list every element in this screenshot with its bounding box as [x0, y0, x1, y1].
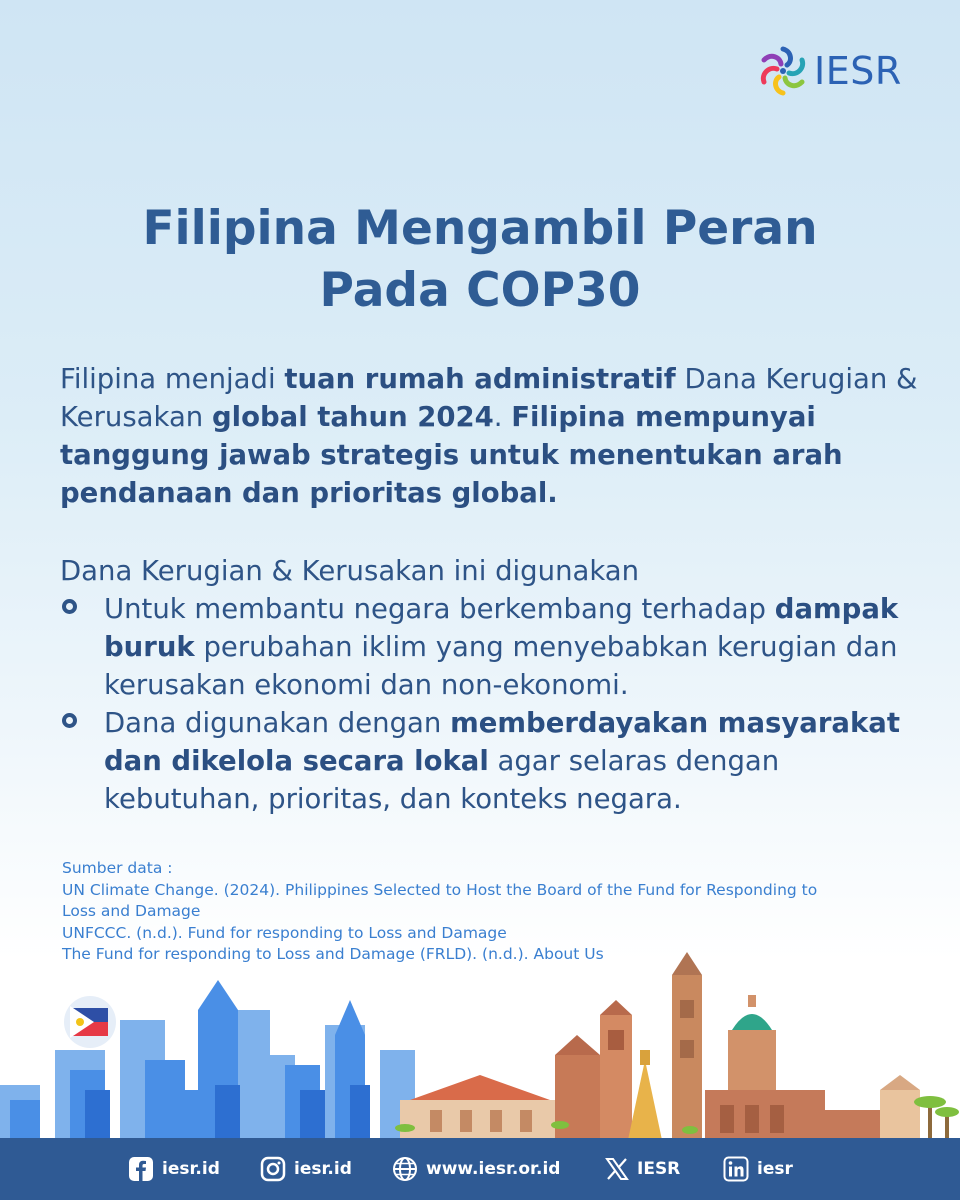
para-bold-1: tuan rumah administratif — [284, 363, 676, 395]
bullet-text-2: perubahan iklim yang menyebabkan kerugian dan kerusakan ekonomi dan non-ekonomi. — [104, 631, 898, 701]
bullets-intro: Dana Kerugian & Kerusakan ini digunakan — [60, 555, 640, 587]
title-line-2: Pada COP30 — [319, 263, 641, 318]
bullet-bold: dampak buruk — [104, 593, 899, 663]
bullet-text-2: agar selaras dengan kebutuhan, prioritas, dan konteks negara. — [104, 745, 780, 815]
para-text-3: . — [493, 401, 512, 433]
footer-bar — [0, 1138, 960, 1200]
bullet-list — [60, 590, 940, 818]
bullet-circle-icon — [62, 713, 77, 728]
linkedin-icon — [723, 1156, 749, 1182]
globe-icon — [392, 1156, 418, 1182]
page-title — [0, 198, 960, 322]
bullet-text-1: Dana digunakan dengan — [104, 707, 451, 739]
para-text-2: Dana Kerugian & Kerusakan — [60, 363, 918, 433]
instagram-icon — [260, 1156, 286, 1182]
x-icon — [605, 1157, 629, 1181]
source-item: The Fund for responding to Loss and Damage (FRLD). (n.d.). About Us — [62, 945, 604, 963]
main-paragraph — [60, 360, 920, 512]
social-website[interactable] — [392, 1138, 560, 1200]
instagram-handle: iesr.id — [294, 1159, 352, 1179]
iesr-logo — [758, 46, 902, 96]
bullet-bold: memberdayakan masyarakat dan dikelola secara lokal — [104, 707, 900, 777]
title-line-1: Filipina Mengambil Peran — [142, 201, 818, 256]
source-item: UNFCCC. (n.d.). Fund for responding to Loss and Damage — [62, 923, 507, 942]
brand-name: IESR — [814, 49, 902, 93]
x-handle: IESR — [637, 1159, 681, 1179]
social-x[interactable] — [605, 1138, 680, 1200]
iesr-logo-icon — [758, 46, 808, 96]
social-instagram[interactable] — [260, 1138, 352, 1200]
facebook-handle: iesr.id — [162, 1159, 220, 1179]
para-bold-2: global tahun 2024 — [211, 401, 494, 433]
sources-heading: Sumber data : — [62, 859, 173, 877]
para-text-1: Filipina menjadi — [60, 363, 285, 395]
website-link: www.iesr.or.id — [426, 1159, 561, 1179]
bullet-text-1: Untuk membantu negara berkembang terhadap — [104, 593, 775, 625]
source-item: UN Climate Change. (2024). Philippines Selected to Host the Board of the Fund for Responding to Loss and Damage — [62, 880, 818, 920]
philippines-flag-icon — [64, 996, 116, 1048]
social-facebook[interactable] — [128, 1138, 220, 1200]
city-skyline-illustration — [0, 940, 960, 1140]
linkedin-handle: iesr — [757, 1159, 793, 1179]
social-linkedin[interactable] — [723, 1138, 793, 1200]
facebook-icon — [128, 1156, 154, 1182]
bullet-item — [60, 704, 940, 818]
bullet-item — [60, 590, 940, 704]
bullet-circle-icon — [62, 599, 77, 614]
para-bold-3: Filipina mempunyai tanggung jawab strategis untuk menentukan arah pendanaan dan prioritas global. — [60, 401, 843, 509]
